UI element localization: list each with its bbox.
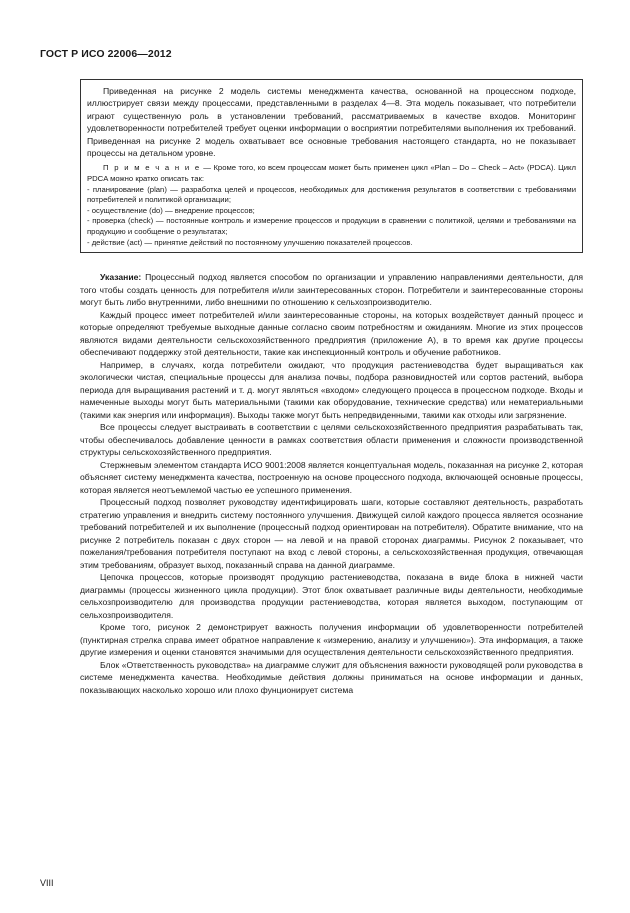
lead-label: Указание:: [100, 272, 142, 282]
note-item-act: - действие (act) — принятие действий по постоянному улучшению показателей процессов.: [87, 237, 413, 247]
note-text: — Кроме того, ко всем процессам может быть применен цикл «Plan – Do – Check – Act» (PDCA). Цикл PDCA можно кратко описать так:: [87, 163, 576, 184]
body-paragraph: Кроме того, рисунок 2 демонстрирует важность получения информации об удовлетворенности потребителей (пунктирная стрелка справа имеет обратное направление к «измерению, анализу и улучшению»). Эта информация, а также другие измерения и оценки становятся значимыми для осуществления деятельности сельскохозяйственного предприятия.: [80, 622, 583, 657]
body-paragraph: Все процессы следует выстраивать в соответствии с целями сельскохозяйственного предприятия разрабатывать так, чтобы обеспечивалось добавление ценности в рамках соответствия области применения и сложности производственной структуры сельскохозяйственного предприятия.: [80, 422, 583, 457]
body-paragraph: Каждый процесс имеет потребителей и/или заинтересованные стороны, на которых воздействует данный процесс и которые определяют требуемые выходные данные согласно своим потребностям и ожиданиям. Многие из этих процессов являются видами деятельности сельскохозяйственного предприятия (приложение А), в то время как другие процессы обеспечивают поддержку этой деятельности, такие как инспекционный контроль и обучение работников.: [80, 309, 583, 357]
body-text: [80, 271, 583, 696]
note-block: [87, 163, 576, 248]
lead-text: Процессный подход является способом по организации и управлению направлениями деятельности, для того чтобы создать ценность для потребителя и/или заинтересованных сторон. Потребители и заинтересованные стороны могут быть либо внутренними, либо внешними по отношению к сельхозпроизводителю.: [80, 272, 583, 307]
body-paragraph: Например, в случаях, когда потребители ожидают, что продукция растениеводства будет выращиваться как экологически чистая, специальные процессы для анализа почвы, подбора разновидностей или сортов растений, выбора периода для выращивания растений и т. д. могут являться «входом» следующего процесса в процессном подходе. Входы и намеченные выходы могут быть материальными (такими как оборудование, технические средства) или нематериальными (такими как энергия или информация). Выходы также могут быть непредвиденными, такими как отходы или загрязнение.: [80, 359, 583, 420]
body-paragraph: Стержневым элементом стандарта ИСО 9001:2008 является концептуальная модель, показанная на рисунке 2, которая объясняет систему менеджмента качества, построенную на основе процессного подхода, включающей основные процессы, которая является неотъемлемой частью ее успешного применения.: [80, 459, 583, 495]
document-header: ГОСТ Р ИСО 22006—2012: [40, 48, 172, 60]
note-item-do: - осуществление (do) — внедрение процессов;: [87, 205, 255, 215]
body-paragraph: Процессный подход позволяет руководству идентифицировать шаги, которые составляют деятельность, разработать стратегию управления и внедрить систему постоянного улучшения. Движущей силой каждого процесса является осознание требований потребителей и их выполнение (процессный подход ориентирован на потребителя). Обратите внимание, что на рисунке 2 потребитель показан с двух сторон — на левой и на правой сторонах диаграммы. Рисунок 2 показывает, что пожелания/требования потребителя поступают на вход с левой стороны, а сельскохозяйственная продукция, отвечающая этим требованиям, образует выход, показанный справа на данной диаграмме.: [80, 497, 583, 570]
note-intro: [87, 163, 576, 184]
body-paragraph: Цепочка процессов, которые производят продукцию растениеводства, показана в виде блока в нижней части диаграммы (процессы жизненного цикла продукции). Этот блок охватывает различные виды деятельности, необходимые сельхозпроизводителю для производства продукции растениеводства, которая является выходом, поступающим от сельхозпроизводителя.: [80, 572, 583, 620]
framed-note-box: [80, 79, 583, 253]
lead-paragraph: [80, 271, 583, 309]
body-paragraph: Блок «Ответственность руководства» на диаграмме служит для объяснения важности руководящей роли руководства в системе менеджмента качества. Необходимые действия должны приниматься на основе информации и данных, показывающих насколько хорошо или плохо фунционирует система: [80, 659, 583, 695]
box-paragraph: Приведенная на рисунке 2 модель системы менеджмента качества, основанной на процессном подходе, иллюстрирует связи между процессами, представленными в разделах 4—8. Эта модель показывает, что потребители играют существенную роль в установлении требований, рассматриваемых в качестве входов. Мониторинг удовлетворенности потребителей требует оценки информации о восприятии потребителями выполнения их требований. Приведенная на рисунке 2 модель охватывает все основные требования настоящего стандарта, но не показывает процессы на детальном уровне.: [87, 86, 576, 159]
note-label: П р и м е ч а н и е: [103, 163, 201, 173]
note-item-plan: - планирование (plan) — разработка целей и процессов, необходимых для достижения результатов в соответствии с требованиями потребителей и политикой организации;: [87, 184, 576, 205]
page-number: VIII: [40, 878, 54, 888]
note-item-check: - проверка (check) — постоянные контроль и измерение процессов и продукции в сравнении с политикой, целями и требованиями на продукцию и сообщение о результатах;: [87, 216, 576, 236]
